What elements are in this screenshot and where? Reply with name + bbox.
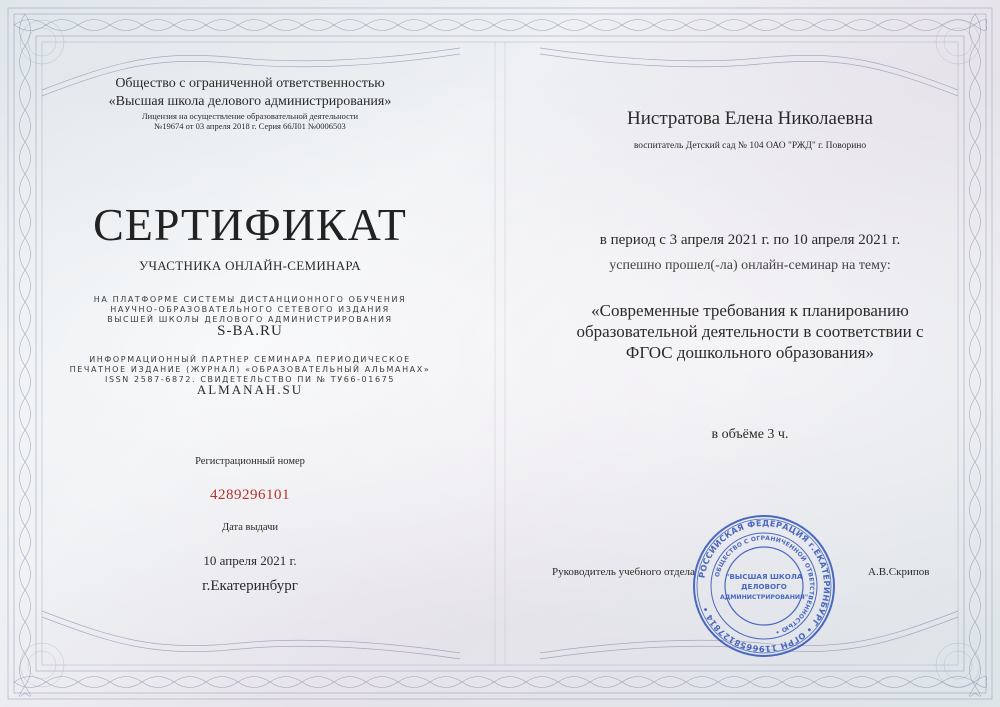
partner-site: ALMANAH.SU (196, 382, 304, 397)
svg-text:"ВЫСШАЯ ШКОЛА: "ВЫСШАЯ ШКОЛА (725, 572, 803, 581)
recipient-position: воспитатель Детский сад № 104 ОАО "РЖД" г. Поворино (633, 141, 867, 151)
certificate-title: СЕРТИФИКАТ (93, 199, 407, 250)
platform-site: S-BA.RU (217, 323, 283, 339)
partner-line3: ISSN 2587-6872. СВИДЕТЕЛЬСТВО ПИ № ТУ66-01675 (104, 375, 396, 384)
issue-date: 10 апреля 2021 г. (203, 553, 297, 568)
partner-line1: ИНФОРМАЦИОННЫЙ ПАРТНЕР СЕМИНАРА ПЕРИОДИЧЕСКОЕ (89, 355, 411, 364)
platform-line3: ВЫСШЕЙ ШКОЛЫ ДЕЛОВОГО АДМИНИСТРИРОВАНИЯ (107, 315, 393, 324)
registration-number: 4289296101 (210, 487, 290, 503)
platform-line2: НАУЧНО-ОБРАЗОВАТЕЛЬНОГО СЕТЕВОГО ИЗДАНИЯ (110, 305, 390, 314)
seminar-period: в период с 3 апреля 2021 г. по 10 апреля 2021 г. (599, 232, 901, 248)
organization-name-line2: «Высшая школа делового администрирования» (108, 94, 392, 109)
partner-line2: ПЕЧАТНОЕ ИЗДАНИЕ (ЖУРНАЛ) «ОБРАЗОВАТЕЛЬНЫЙ АЛЬМАНАХ» (69, 365, 431, 374)
platform-line1: НА ПЛАТФОРМЕ СИСТЕМЫ ДИСТАНЦИОННОГО ОБУЧЕНИЯ (93, 295, 407, 304)
svg-text:ОБЩЕСТВО С ОГРАНИЧЕННОЙ ОТВЕТС: ОБЩЕСТВО С ОГРАНИЧЕННОЙ ОТВЕТСТВЕННОСТЬЮ • (713, 534, 816, 636)
organization-name-line1: Общество с ограниченной ответственностью (115, 76, 385, 91)
recipient-name: Нистратова Елена Николаевна (627, 108, 873, 129)
seminar-theme: «Современные требования к планированию образовательной деятельности в соответствии с ФГОС дошкольного образования» (576, 301, 924, 362)
organization-seal (690, 512, 838, 660)
registration-number-label: Регистрационный номер (195, 456, 305, 467)
head-of-department-label: Руководитель учебного отдела (552, 566, 695, 578)
svg-text:ДЕЛОВОГО: ДЕЛОВОГО (741, 582, 787, 591)
issue-city: г.Екатеринбург (202, 578, 298, 594)
issue-date-label: Дата выдачи (221, 522, 279, 533)
signer-name: А.В.Скрипов (868, 566, 930, 578)
svg-text:РОССИЙСКАЯ ФЕДЕРАЦИЯ г.ЕКАТЕРИ: РОССИЙСКАЯ ФЕДЕРАЦИЯ г.ЕКАТЕРИНБУРГ • ОГРН 1196658127814 • (696, 517, 833, 655)
license-line2: №19674 от 03 апреля 2018 г. Серия 66Л01 №0006503 (154, 121, 346, 131)
svg-text:АДМИНИСТРИРОВАНИЯ": АДМИНИСТРИРОВАНИЯ" (719, 594, 809, 601)
seminar-volume: в объёме 3 ч. (711, 427, 789, 442)
certificate-subtitle: УЧАСТНИКА ОНЛАЙН-СЕМИНАРА (139, 258, 361, 273)
completion-statement: успешно прошел(-ла) онлайн-семинар на тему: (609, 258, 891, 273)
license-line1: Лицензия на осуществление образовательной деятельности (141, 111, 359, 121)
